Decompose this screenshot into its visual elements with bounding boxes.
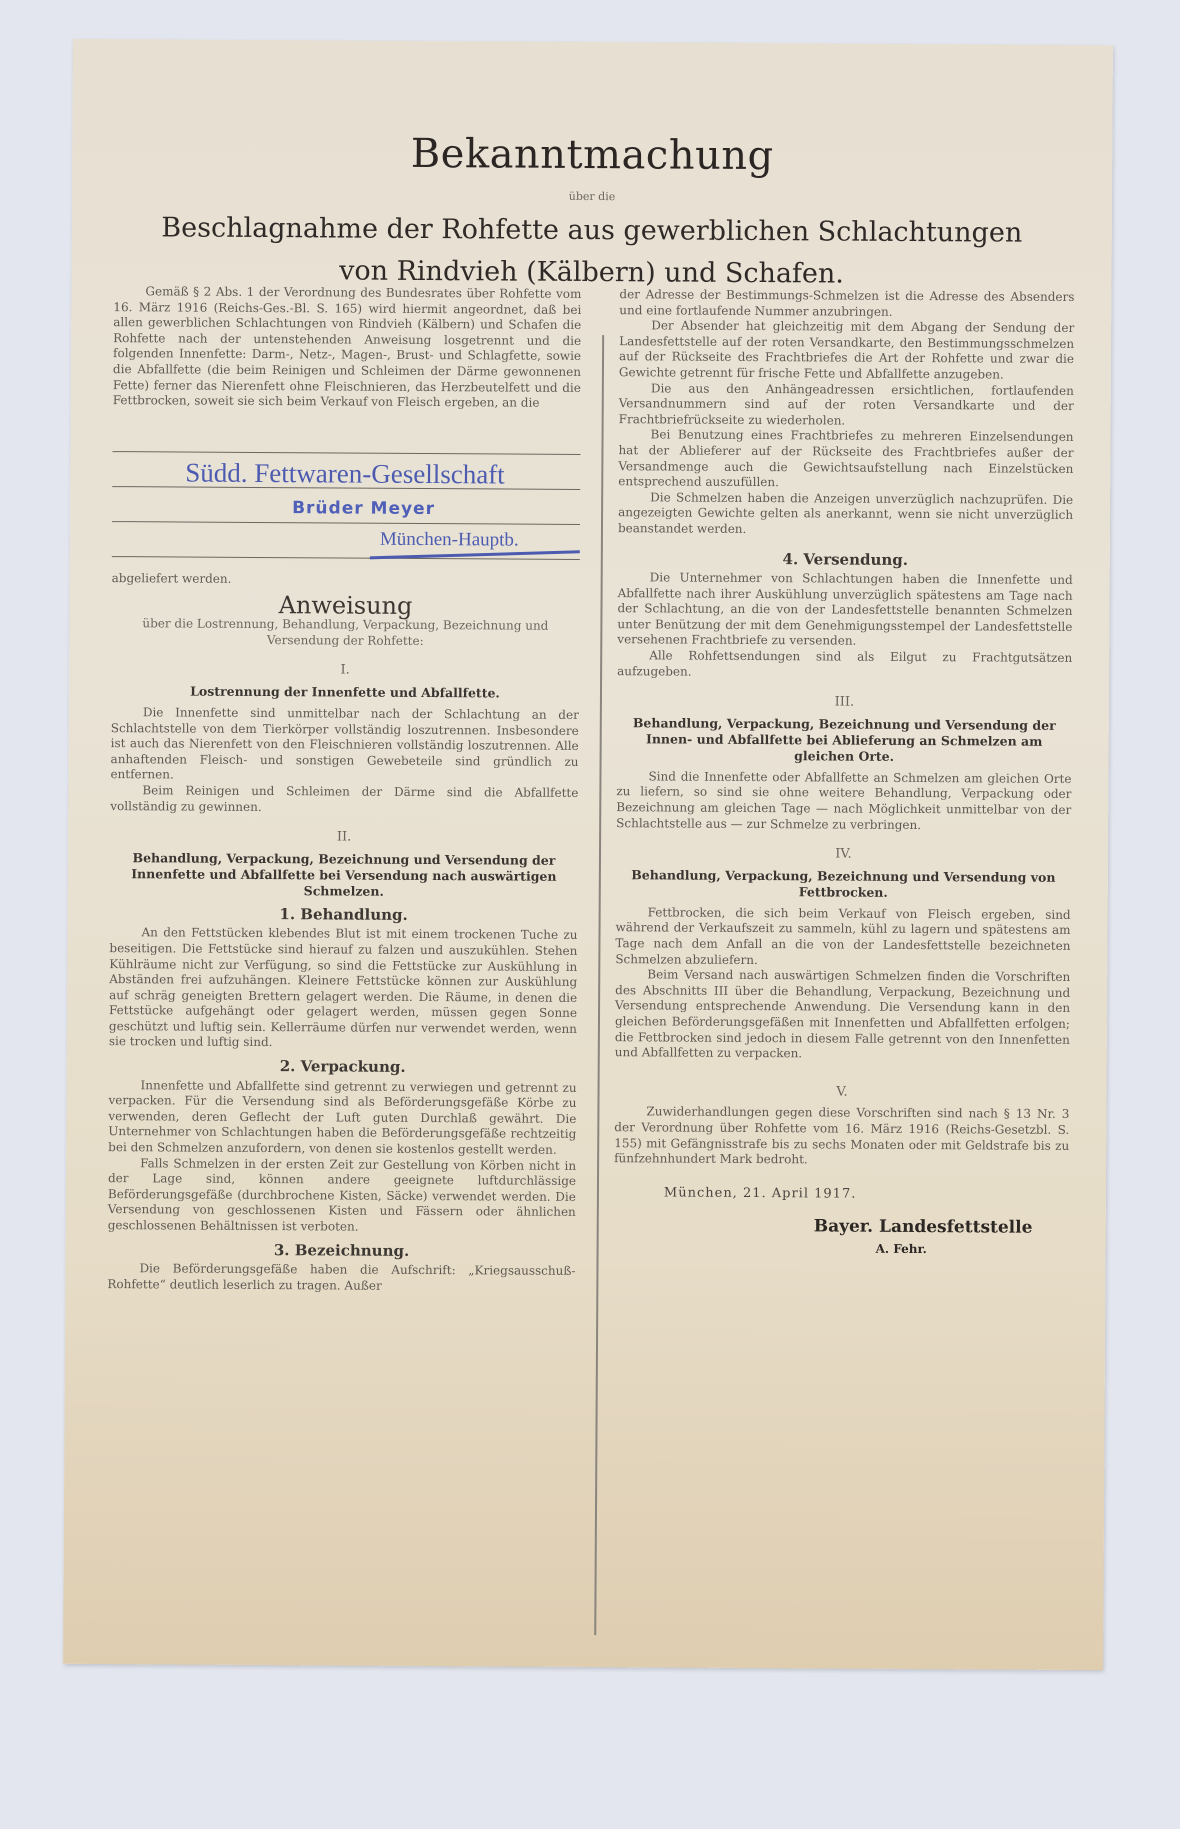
section-2-numeral: II. xyxy=(336,829,352,845)
sub-3-paragraph: Die aus den Anhängeadressen ersichtlichen, fortlaufenden Versandnummern sind auf der roten Versandkarte und der Frachtbriefrückseite zu wiederholen. xyxy=(618,380,1074,428)
signature-name: A. Fehr. xyxy=(875,1241,927,1256)
sub-3-paragraph: Der Absender hat gleichzeitig mit dem Abgang der Sendung der Landesfettstelle auf der roten Versandkarte, den Bestimmungsschmelzen auf der Rückseite des Frachtbriefes die Art der Rohfette und zwar die Gewichte getrennt für frische Fette und Abfallfette anzugeben. xyxy=(618,318,1075,382)
sub-2-paragraph: Falls Schmelzen in der ersten Zeit zur Gestellung von Körben nicht in der Lage sind, können andere geeignete luftdurchlässige Beförderungsgefäße (durchbrochene Kisten, Säcke) verwendet werden. Die Versendung von geschlossenen Kisten und Fässern oder ähnlichen geschlossenen Behältnissen ist verboten. xyxy=(107,1155,577,1234)
place-date: München, 21. April 1917. xyxy=(663,1185,857,1202)
sub-3-text-continued: der Adresse der Bestimmungs-Schmelzen ist die Adresse des Absenders und eine fortlaufende Nummer anzubringen. xyxy=(619,287,1075,319)
section-3-numeral: III. xyxy=(834,694,855,710)
title-connector: über die xyxy=(568,189,616,204)
section-4-paragraph: Fettbrocken, die sich beim Verkauf von Fleisch ergeben, sind während der Verkaufszeit zu sammeln, kühl zu lagern und spätestens am Tage nach dem Anfall an die von der Landesfettstelle bezeichneten Schmelzen abzuliefern. xyxy=(615,905,1071,967)
left-column-body xyxy=(107,571,579,1295)
form-line xyxy=(112,521,580,525)
section-3-text: Sind die Innenfette oder Abfallfette an Schmelzen am gleichen Orte zu liefern, so sind sie ohne weitere Behandlung, Verpackung oder Bezeichnung am gleichen Tage — nach Möglichkeit unmittelbar von der Schlachtstelle aus — zur Schmelze zu verbringen. xyxy=(616,769,1072,832)
subtitle-line-2: von Rindvieh (Kälbern) und Schafen. xyxy=(339,255,845,290)
stamp-city: München-Hauptb. xyxy=(379,528,519,551)
sub-4-paragraph: Die Unternehmer von Schlachtungen haben die Innenfette und Abfallfette nach ihrer Auskühlung unverzüglich spätestens am Tage nach der Schlachtung, an die von der Landesfettstelle benannten Schmelzen unter Benützung der mit dem Genehmigungsstempel der Landesfettstelle versehenen Frachtbriefe zu versenden. xyxy=(617,570,1073,649)
stamp-company: Südd. Fettwaren-Gesellschaft xyxy=(185,457,505,490)
section-4-numeral: IV. xyxy=(835,846,852,862)
instructions-heading: Anweisung xyxy=(278,590,413,620)
section-3-heading: Behandlung, Verpackung, Bezeichnung und Versendung der Innen- und Abfallfette bei Ablieferung an Schmelzen am gleichen Orte. xyxy=(632,715,1056,764)
poster-sheet xyxy=(63,39,1113,1670)
section-4-heading: Behandlung, Verpackung, Bezeichnung und Versendung von Fettbrocken. xyxy=(631,867,1056,900)
section-5-text: Zuwiderhandlungen gegen diese Vorschriften sind nach § 13 Nr. 3 der Verordnung über Rohfette vom 16. März 1916 (Reichs-Gesetzbl. S. 155) mit Gefängnisstrafe bis zu sechs Monaten oder mit Geldstrafe bis zu fünfzehnhundert Mark bedroht. xyxy=(614,1104,1070,1167)
section-5-numeral: V. xyxy=(836,1084,848,1100)
sub-4-paragraph: Alle Rohfettsendungen sind als Eilgut zu Frachtgutsätzen aufzugeben. xyxy=(617,648,1073,679)
sub-2-paragraph: Innenfette und Abfallfette sind getrennt zu verwiegen und getrennt zu verpacken. Für die Versendung sind als Beförderungsgefäße Körbe zu verwenden, deren Geflecht der Luft guten Durchlaß gewährt. Die Unternehmer von Schlachtungen haben die Beförderungsgefäße rechtzeitig bei den Schmelzen anzufordern, von denen sie kostenlos gestellt werden. xyxy=(108,1077,577,1157)
section-1-paragraph: Beim Reinigen und Schleimen der Därme sind die Abfallfette vollständig zu gewinnen. xyxy=(110,783,579,814)
column-divider xyxy=(594,335,604,1635)
section-1-paragraph: Die Innenfette sind unmittelbar nach der Schlachtung an der Schlachtstelle von dem Tierkörper vollständig loszutrennen. Insbesondere ist auch das Nierenfett von den Fleischnieren vollständig loszutrennen. Alle anhaftenden Fleisch- und sonstigen Gewebeteile sind gründlich zu entfernen. xyxy=(110,705,579,782)
delivered-text: abgeliefert werden. xyxy=(111,571,232,586)
right-column xyxy=(614,287,1075,1258)
stamp-brothers: Brüder Meyer xyxy=(292,498,436,520)
sub-1-heading: 1. Behandlung. xyxy=(279,904,408,924)
intro-paragraph: Gemäß § 2 Abs. 1 der Verordnung des Bundesrates über Rohfette vom 16. März 1916 (Reichs-Ges.-Bl. S. 165) wird hiermit angeordnet, daß bei allen gewerblichen Schlachtungen von Rindvieh (Kälbern) und Schafen die Rohfette nach der untenstehenden Anweisung losgetrennt und die folgenden Innenfette: Darm-, Netz-, Magen-, Brust- und Schlagfette, sowie die Abfallfette (die beim Reinigen und Schleimen der Därme gewonnenen Fette) ferner das Nierenfett ohne Fleischnieren, das Herzbeutelfett und die Fettbrocken, soweit sie sich beim Verkauf von Fleisch ergeben, an die xyxy=(112,284,582,410)
section-1-numeral: I. xyxy=(340,662,350,678)
sub-2-heading: 2. Verpackung. xyxy=(279,1057,406,1076)
section-1-heading: Lostrennung der Innenfette und Abfallfette. xyxy=(190,683,500,701)
document-title: Bekanntmachung xyxy=(410,130,774,180)
sub-3-heading: 3. Bezeichnung. xyxy=(273,1240,410,1260)
section-4-paragraph: Beim Versand nach auswärtigen Schmelzen finden die Vorschriften des Abschnitts III über die Behandlung, Verpackung, Bezeichnung und Versendung entsprechende Anwendung. Die Versendung kann in den gleichen Beförderungsgefäßen mit Innenfetten und Abfallfetten erfolgen; die Fettbrocken sind jedoch in diesem Falle getrennt von den Innenfetten und Abfallfetten zu verpacken. xyxy=(614,967,1071,1061)
sub-3-paragraph: Die Schmelzen haben die Anzeigen unverzüglich nachzuprüfen. Die angezeigten Gewichte gelten als anerkannt, wenn sie nicht unverzüglich beanstandet werden. xyxy=(617,490,1074,536)
sub-3-paragraph: Bei Benutzung eines Frachtbriefes zu mehreren Einzelsendungen hat der Ablieferer auf der Rückseite des Frachtbriefes außer der Versandmenge auch die Gewichtsaufstellung nach Einzelstücken entsprechend auszufüllen. xyxy=(618,427,1074,490)
signature-authority: Bayer. Landesfettstelle xyxy=(813,1216,1033,1239)
section-2-heading: Behandlung, Verpackung, Bezeichnung und Versendung der Innenfette und Abfallfette bei Versendung nach auswärtigen Schmelzen. xyxy=(131,849,557,899)
sub-4-heading: 4. Versendung. xyxy=(782,549,909,569)
subtitle-line-1: Beschlagnahme der Rohfette aus gewerblichen Schlachtungen xyxy=(161,212,1023,249)
instructions-subheading: über die Lostrennung, Behandlung, Verpackung, Bezeichnung und Versendung der Rohfette: xyxy=(142,616,549,648)
left-column xyxy=(113,284,582,412)
sub-1-text: An den Fettstücken klebendes Blut ist mit einem trockenen Tuche zu beseitigen. Die Fettstücke sind hierauf zu falzen und auszukühlen. Stehen Kühlräume nicht zur Verfügung, so sind die Fettstücke zur Auskühlung in Abständen frei aufzuhängen. Kleinere Fettstücke können zur Auskühlung auf schräg geneigten Brettern gelagert werden. Die Räume, in denen die Fettstücke aufgehängt oder gelagert werden, müssen gegen Sonne geschützt und luftig sein. Kellerräume dürfen nur verwendet werden, wenn sie trocken und luftig sind. xyxy=(108,925,578,1050)
sub-3-text-start: Die Beförderungsgefäße haben die Aufschrift: „Kriegsausschuß-Rohfette“ deutlich leserlich zu tragen. Außer xyxy=(107,1261,576,1293)
form-line xyxy=(112,451,580,455)
form-line xyxy=(112,556,580,560)
